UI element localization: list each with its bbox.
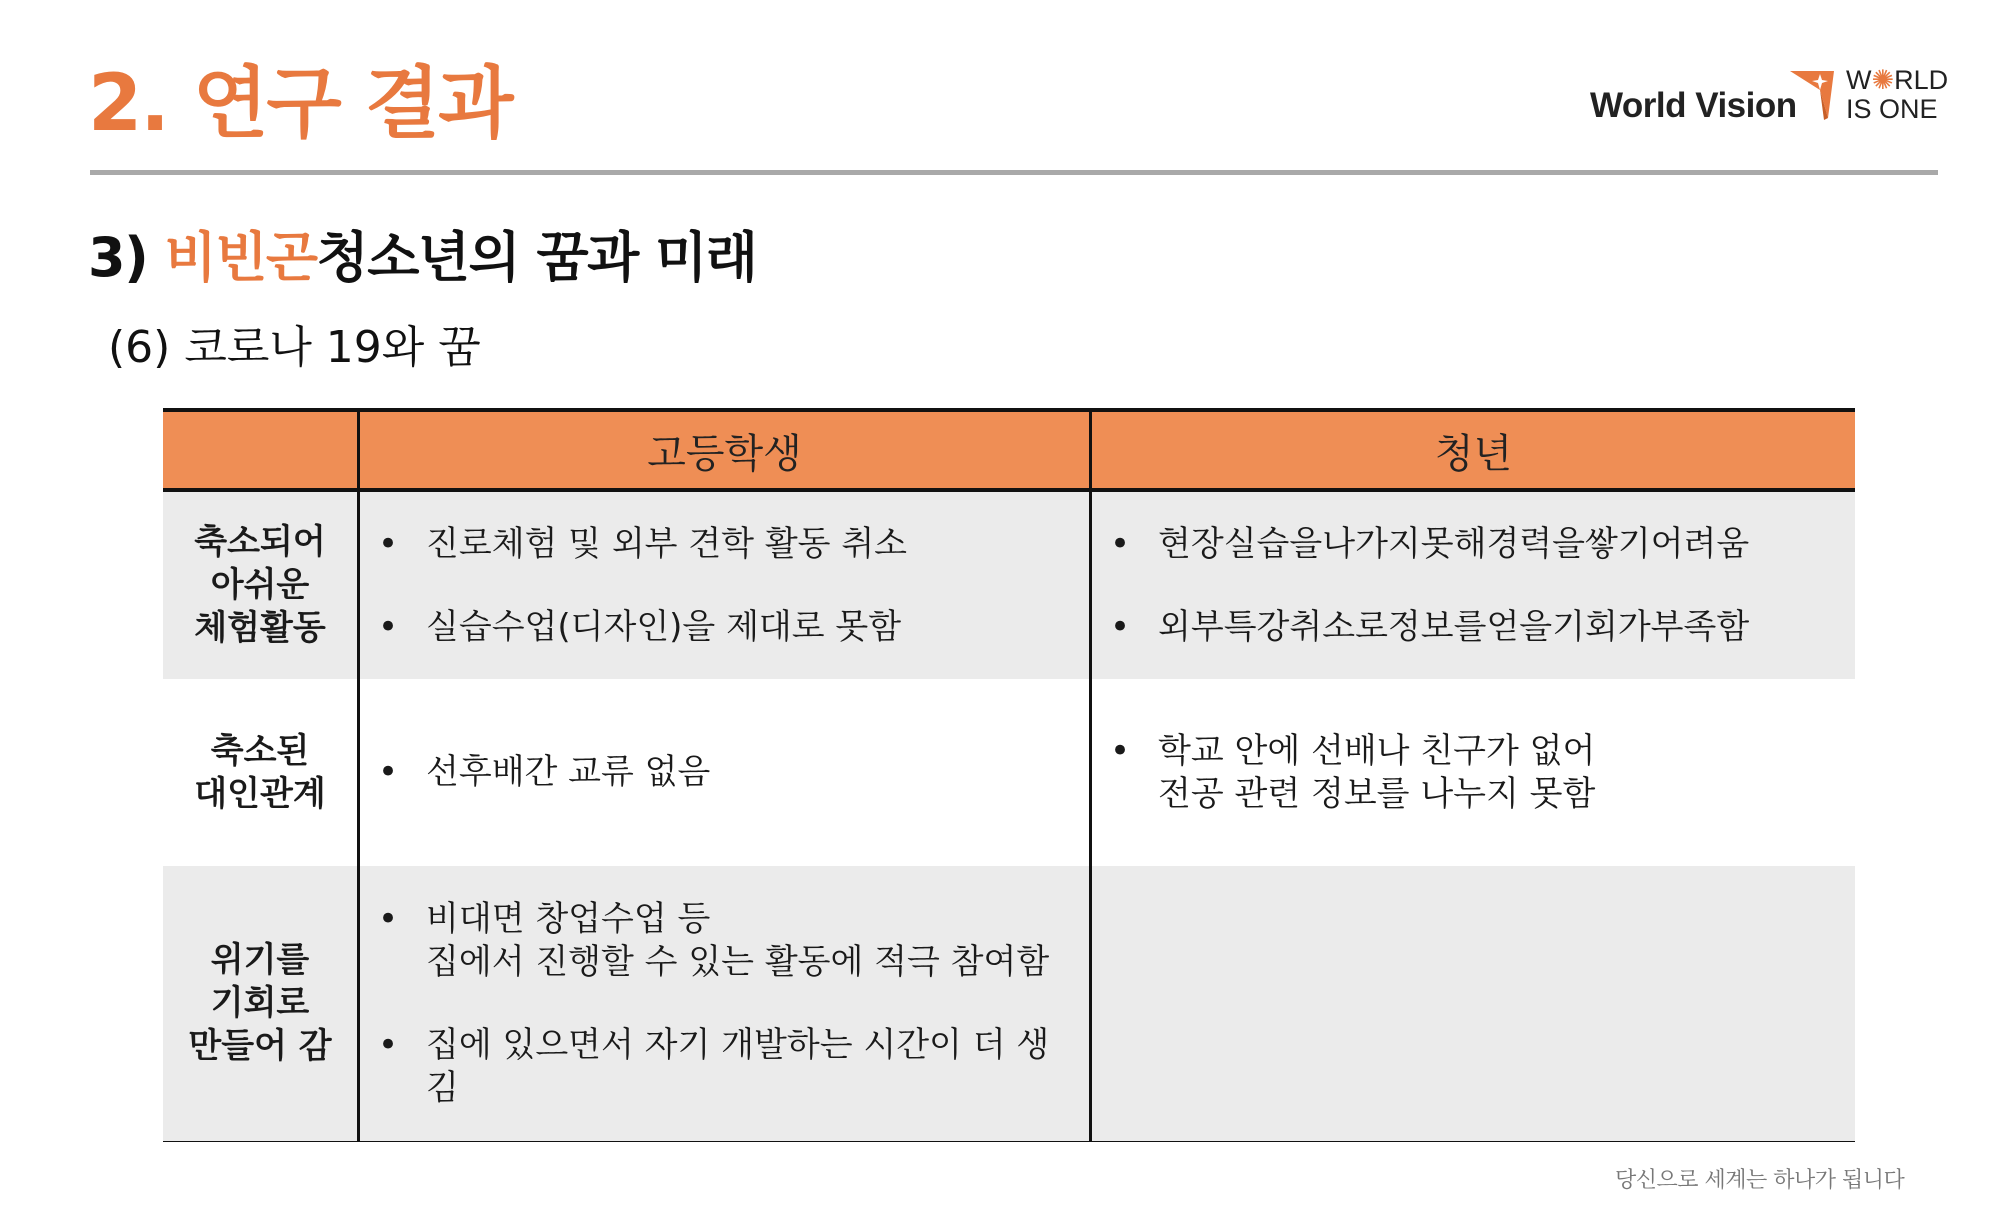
bullet-text: 집에 있으면서 자기 개발하는 시간이 더 생김: [426, 1024, 1050, 1108]
bullet-icon: •: [378, 1024, 399, 1065]
footer-slogan: 당신으로 세계는 하나가 됩니다: [1615, 1168, 1905, 1193]
bullet-item: [1110, 606, 1845, 649]
section-heading-rest: 청소년의 꿈과 미래: [316, 226, 757, 289]
highschool-cell: [360, 492, 1092, 679]
highschool-cell: [360, 866, 1092, 1141]
youth-cell: [1092, 679, 1855, 866]
bullet-item: [378, 898, 1079, 984]
bullet-icon: •: [1110, 606, 1131, 647]
bullet-text: 실습수업(디자인)을 제대로 못함: [426, 606, 902, 647]
logo-slogan-line1: W✺RLD: [1846, 65, 1949, 95]
bullet-icon: •: [378, 523, 399, 564]
logo-slogan-line2: IS ONE: [1846, 94, 1938, 124]
bullet-icon: •: [378, 752, 399, 792]
logo-slogan: [1846, 66, 1948, 124]
world-vision-logo: [1590, 66, 1960, 136]
bullet-item: [378, 606, 1079, 649]
bullet-text: 외부특강취소로정보를얻을기회가부족함: [1158, 606, 1750, 647]
bullet-icon: •: [378, 898, 399, 939]
section-number: 3): [88, 226, 165, 289]
bullet-text: 학교 안에 선배나 친구가 없어 전공 관련 정보를 나누지 못함: [1158, 730, 1596, 814]
table-header-cell: 청년: [1092, 412, 1855, 492]
bullet-text: 현장실습을나가지못해경력을쌓기어려움: [1158, 523, 1750, 564]
bullet-text: 비대면 창업수업 등 집에서 진행할 수 있는 활동에 적극 참여함: [426, 898, 1050, 982]
sun-icon: ✺: [1871, 65, 1895, 95]
page-title: 2. 연구 결과: [88, 59, 512, 149]
youth-cell: [1092, 866, 1855, 1141]
section-heading: [88, 226, 756, 291]
header-divider: [90, 170, 1938, 175]
world-vision-star-icon: [1790, 68, 1840, 122]
row-label: 축소된 대인관계: [163, 679, 360, 866]
bullet-icon: •: [1110, 523, 1131, 564]
bullet-icon: •: [1110, 730, 1131, 771]
logo-brand-text: World Vision: [1590, 86, 1797, 125]
highschool-cell: [360, 679, 1092, 866]
bullet-item: [1110, 730, 1845, 816]
subsection-heading: (6) 코로나 19와 꿈: [108, 322, 481, 373]
section-highlight: 비빈곤: [164, 226, 317, 289]
bullet-item: [378, 1024, 1079, 1110]
youth-cell: [1092, 492, 1855, 679]
bullet-item: [1110, 523, 1845, 566]
bullet-icon: •: [378, 606, 399, 647]
bullet-item: [378, 523, 1079, 566]
row-label: 위기를 기회로 만들어 감: [163, 866, 360, 1141]
row-label: 축소되어 아쉬운 체험활동: [163, 492, 360, 679]
bullet-item: [378, 751, 1079, 794]
bullet-text: 선후배간 교류 없음: [426, 752, 711, 792]
table-header-cell: 고등학생: [360, 412, 1092, 492]
comparison-table: [163, 408, 1855, 1142]
bullet-text: 진로체험 및 외부 견학 활동 취소: [426, 523, 908, 564]
table-header-cell: [163, 412, 360, 492]
